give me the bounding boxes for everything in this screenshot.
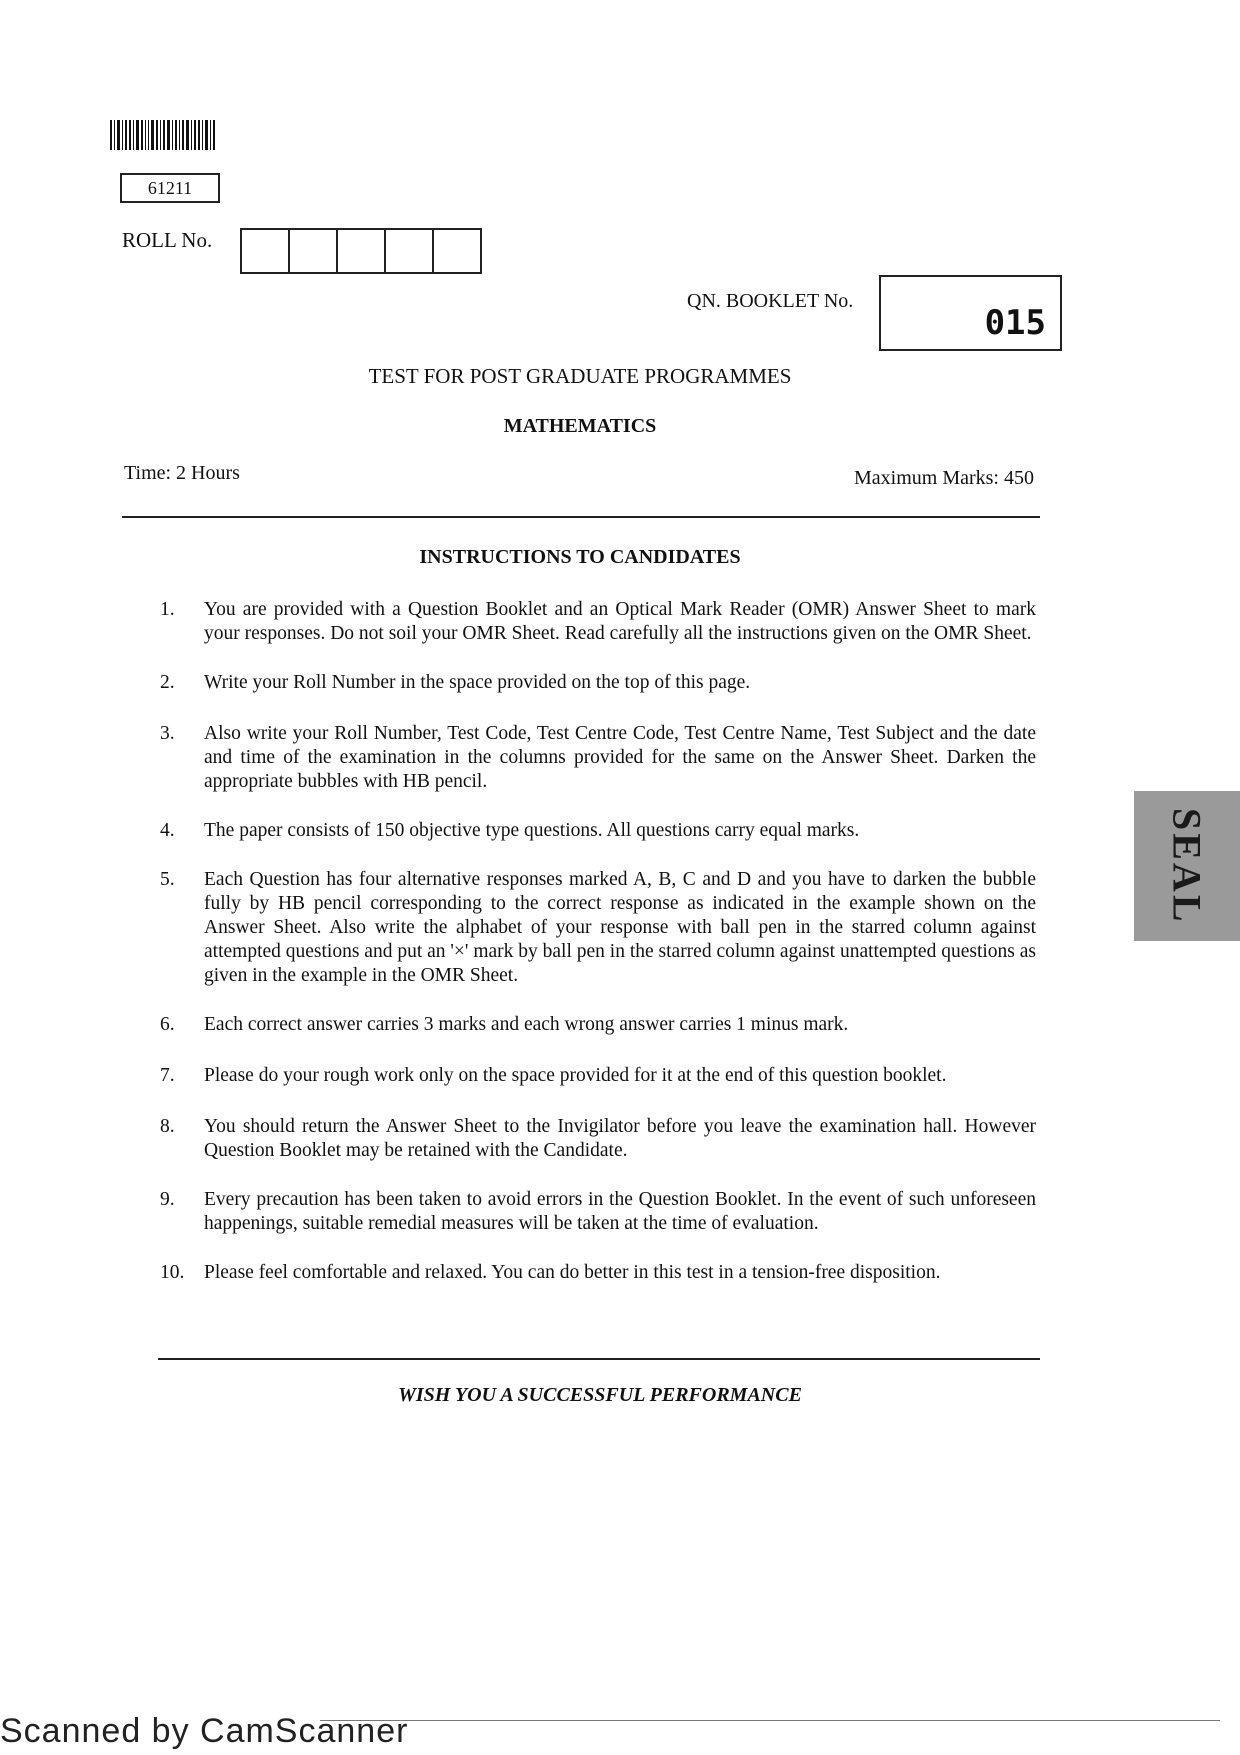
closing-message: WISH YOU A SUCCESSFUL PERFORMANCE [398,1384,802,1406]
barcode-bar [191,120,192,150]
booklet-number-label: QN. BOOKLET No. [687,290,854,312]
barcode-bar [110,120,112,150]
barcode-bar [198,120,200,150]
barcode-bar [160,120,161,150]
barcode-bar [213,120,215,150]
barcode-bar [141,120,143,150]
barcode-bar [167,120,170,150]
instruction-item [160,819,1036,843]
seal-label: SEAL [1164,807,1210,925]
barcode-bar [117,120,120,150]
footer-rule [320,1720,1220,1721]
instruction-item [160,1115,1036,1163]
instruction-number: 6. [160,1014,175,1035]
divider-top [122,516,1040,518]
barcode-bar [148,120,149,150]
instruction-text: Please feel comfortable and relaxed. You can do better in this test in a tension-free disposition. [204,1262,941,1283]
roll-digit-box[interactable] [338,230,386,272]
instructions-heading: INSTRUCTIONS TO CANDIDATES [419,546,741,568]
instruction-text: Each Question has four alternative responses marked A, B, C and D and you have to darken the bubble fully by HB pencil corresponding to the correct response as indicated in the example shown on the Answer Sheet. Also write the alphabet of your response with ball pen in the starred column against attempted questions and put an '×' mark by ball pen in the starred column against unattempted questions as given in the example in the OMR Sheet. [204,869,1036,986]
exam-subject: MATHEMATICS [503,415,657,437]
roll-digit-box[interactable] [386,230,434,272]
roll-digit-box[interactable] [242,230,290,272]
roll-number-label: ROLL No. [122,228,213,252]
instruction-number: 9. [160,1189,175,1210]
barcode-bar [151,120,154,150]
instruction-number: 5. [160,869,175,890]
booklet-number: 015 [984,303,1046,343]
barcode-bar [172,120,173,150]
barcode-bar [114,120,115,150]
barcode-bar [136,120,139,150]
instruction-text: Each correct answer carries 3 marks and each wrong answer carries 1 minus mark. [204,1014,849,1035]
instruction-item [160,1013,1036,1037]
roll-digit-box[interactable] [434,230,480,272]
instruction-number: 1. [160,599,175,620]
exam-title: TEST FOR POST GRADUATE PROGRAMMES [368,364,792,388]
barcode-bar [133,120,134,150]
barcode-bar [122,120,123,150]
barcode-bar [175,120,177,150]
instruction-number: 2. [160,672,175,693]
barcode-bar [125,120,127,150]
seal-tab [1134,791,1240,941]
booklet-number-box [879,275,1062,351]
barcode-bar [205,120,208,150]
instruction-text: Every precaution has been taken to avoid errors in the Question Booklet. In the event of such unforeseen happenings, suitable remedial measures will be taken at the time of evaluation. [204,1189,1036,1234]
barcode-bar [202,120,203,150]
barcode-bar [179,120,180,150]
instruction-number: 4. [160,820,175,841]
barcode-bar [186,120,189,150]
barcode-bar [156,120,158,150]
instruction-item [160,1261,1036,1285]
instructions-list [160,598,1036,1285]
instruction-text: Please do your rough work only on the space provided for it at the end of this question booklet. [204,1065,947,1086]
barcode-bar [182,120,184,150]
instruction-number: 10. [160,1262,185,1283]
booklet-code: 61211 [120,173,220,203]
barcode-bar [210,120,211,150]
instruction-item [160,1064,1036,1088]
instruction-number: 8. [160,1116,175,1137]
instruction-text: You are provided with a Question Booklet and an Optical Mark Reader (OMR) Answer Sheet to mark your responses. Do not soil your OMR Sheet. Read carefully all the instructions given on the OMR Sheet. [204,599,1036,644]
barcode-bar [145,120,146,150]
roll-number-boxes[interactable] [240,228,482,274]
instruction-item [160,868,1036,988]
instruction-item [160,671,1036,695]
divider-bottom [158,1358,1040,1360]
instruction-text: Also write your Roll Number, Test Code, Test Centre Code, Test Centre Name, Test Subject and the date and time of the examination in the columns provided for the same on the Answer Sheet. Darken the appropriate bubbles with HB pencil. [204,723,1036,792]
instruction-text: You should return the Answer Sheet to the Invigilator before you leave the examination hall. However Question Booklet may be retained with the Candidate. [204,1116,1036,1161]
barcode-bar [194,120,196,150]
barcode [110,120,270,150]
instruction-text: Write your Roll Number in the space provided on the top of this page. [204,672,751,693]
instruction-text: The paper consists of 150 objective type questions. All questions carry equal marks. [204,820,860,841]
instruction-number: 3. [160,723,175,744]
instruction-item [160,598,1036,646]
instruction-number: 7. [160,1065,175,1086]
instruction-item [160,722,1036,794]
instruction-item [160,1188,1036,1236]
roll-digit-box[interactable] [290,230,338,272]
exam-time: Time: 2 Hours [124,462,240,484]
scanner-watermark: Scanned by CamScanner [0,1712,409,1750]
barcode-bar [129,120,131,150]
barcode-bar [163,120,165,150]
maximum-marks: Maximum Marks: 450 [854,467,1034,489]
